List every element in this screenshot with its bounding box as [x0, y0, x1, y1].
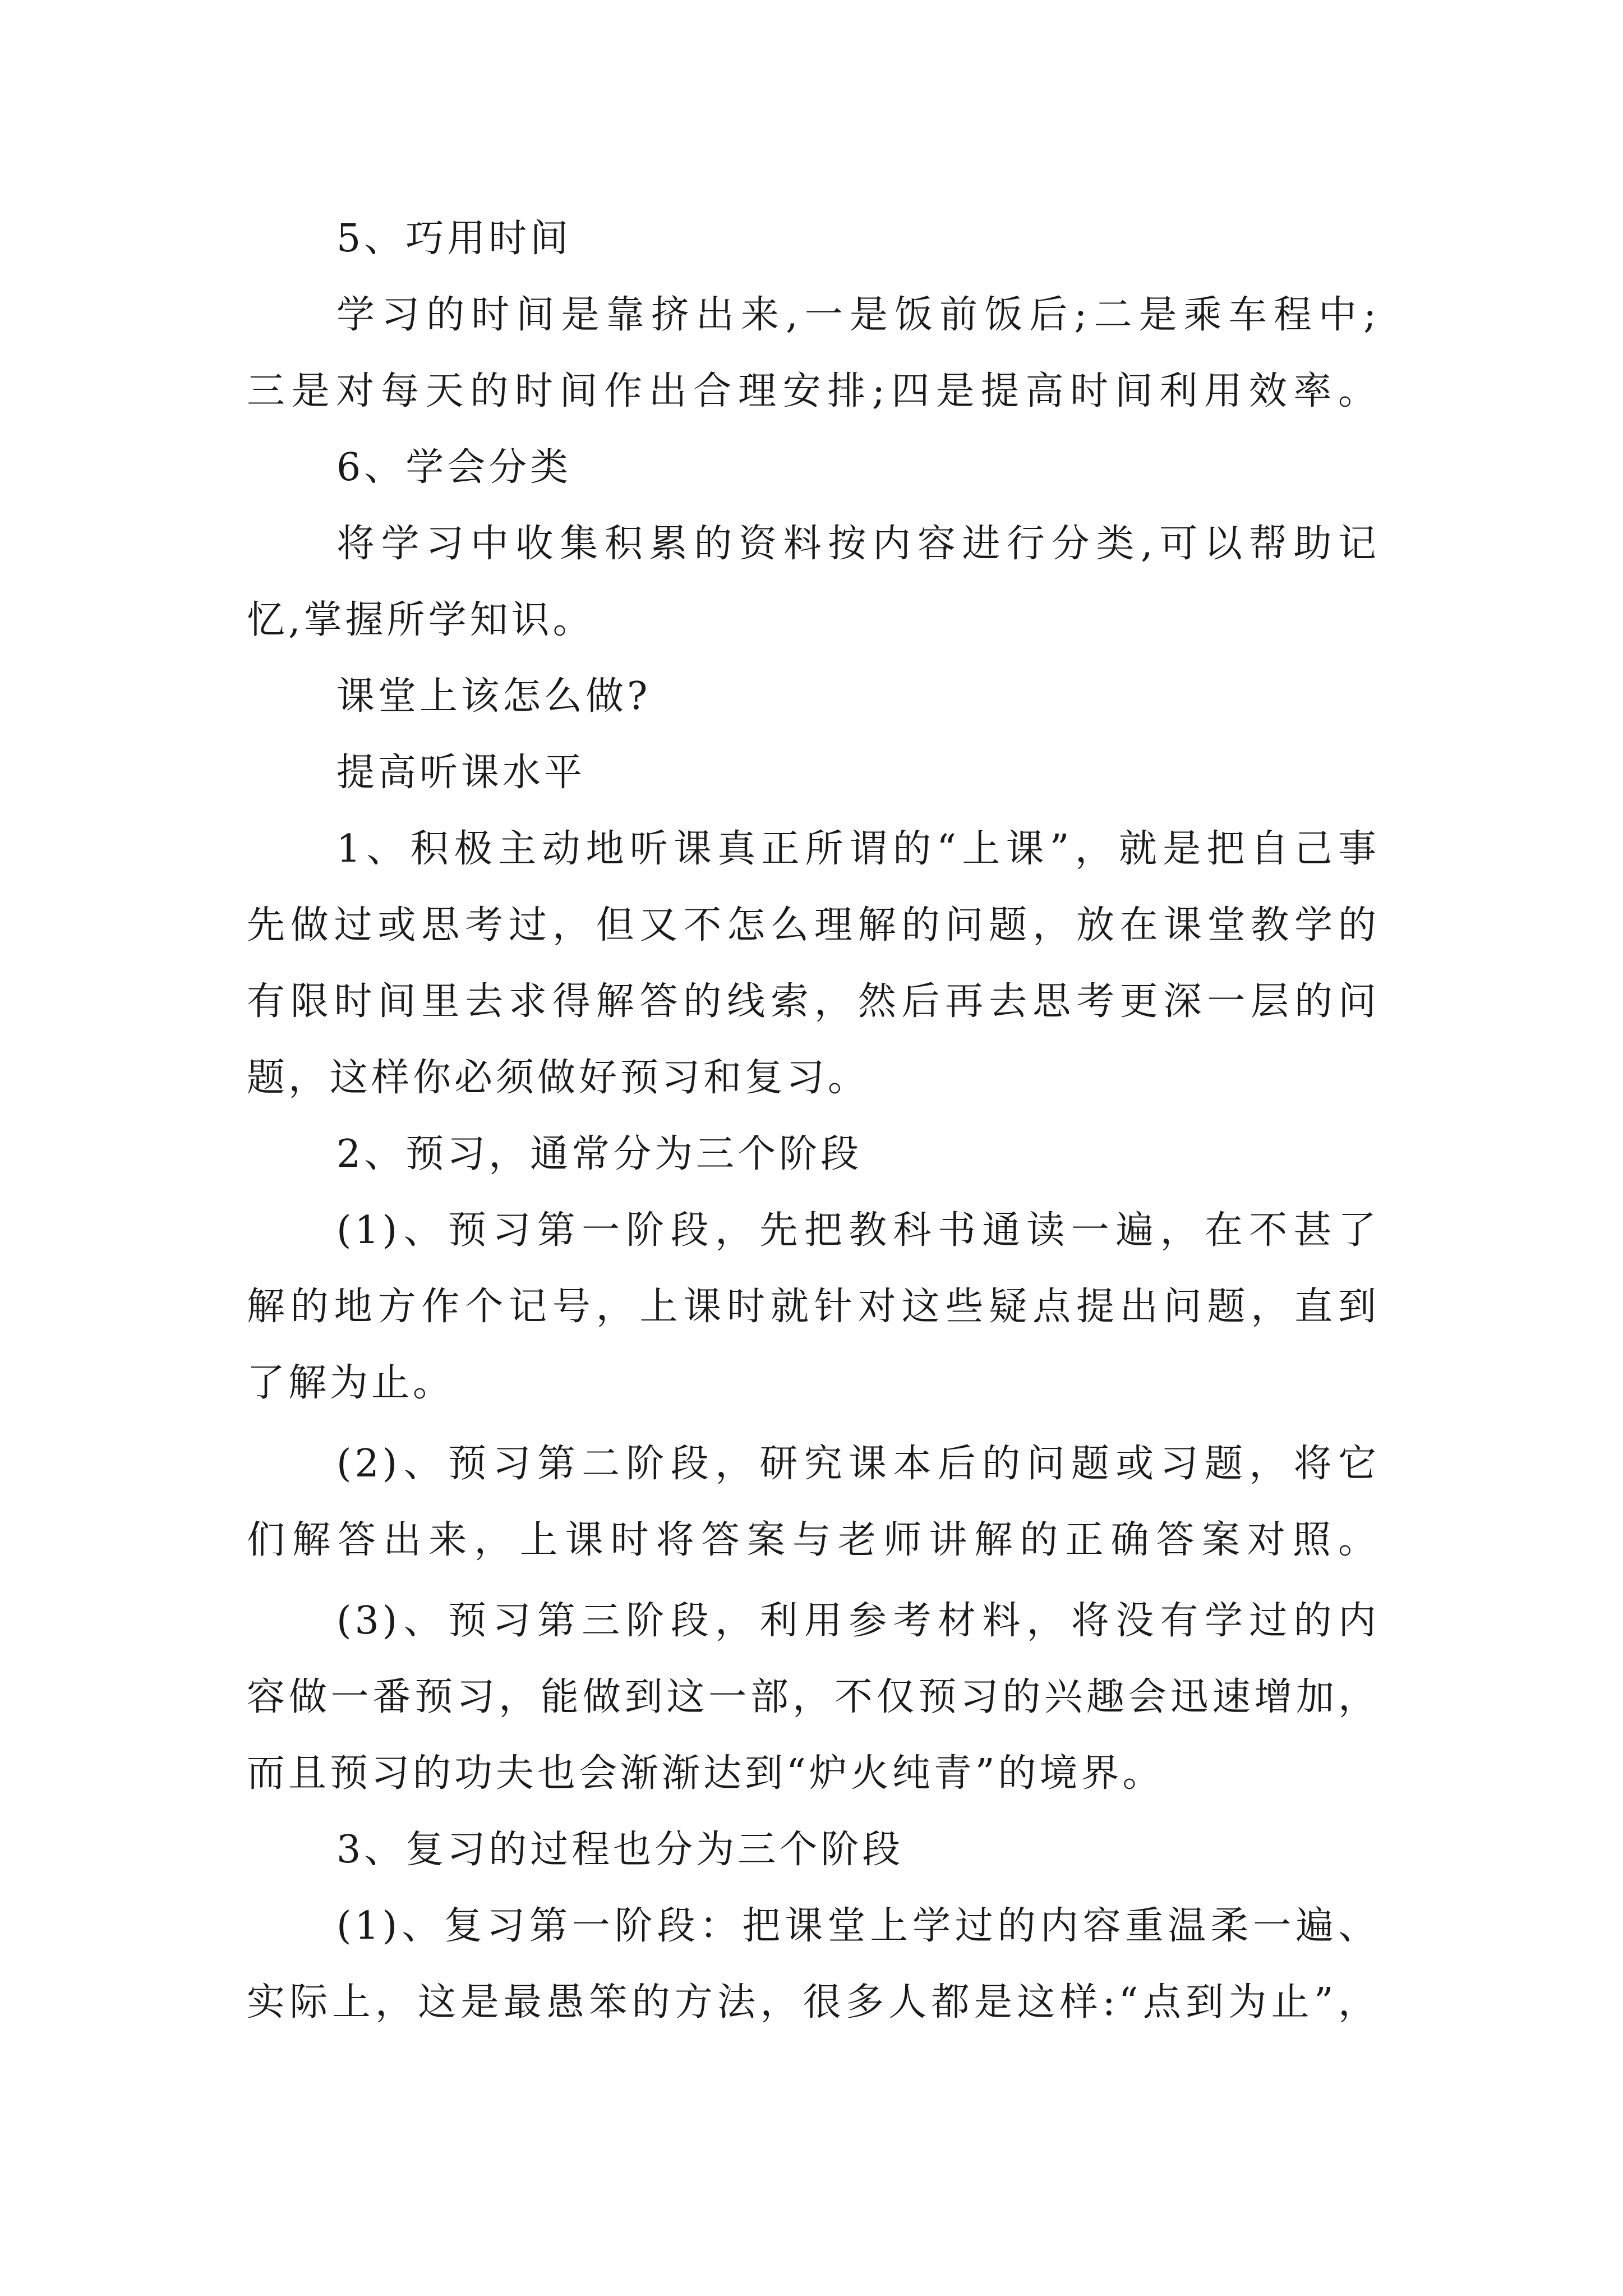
paragraph-line-5: 1、积极主动地听课真正所谓的“上课”，就是把自己事	[336, 827, 1380, 871]
paragraph-line-11: 了解为止。	[247, 1361, 455, 1405]
paragraph-line-7: 有限时间里去求得解答的线索，然后再去思考更深一层的问	[247, 979, 1380, 1024]
heading-line-1: 5、巧用时间	[336, 217, 572, 261]
paragraph-line-4: 忆,掌握所学知识。	[247, 598, 594, 642]
heading-line-6: 3、复习的过程也分为三个阶段	[336, 1828, 904, 1872]
paragraph-line-16: 而且预习的功夫也会渐渐达到“炉火纯青”的境界。	[247, 1751, 1164, 1796]
paragraph-line-3: 将学习中收集积累的资料按内容进行分类,可以帮助记	[336, 522, 1380, 566]
heading-line-3: 课堂上该怎么做?	[336, 674, 651, 719]
heading-line-2: 6、学会分类	[336, 445, 572, 490]
paragraph-line-10: 解的地方作个记号，上课时就针对这些疑点提出问题，直到	[247, 1285, 1380, 1329]
paragraph-line-1: 学习的时间是靠挤出来,一是饭前饭后;二是乘车程中;	[336, 293, 1380, 337]
paragraph-line-8: 题，这样你必须做好预习和复习。	[247, 1056, 870, 1100]
paragraph-line-6: 先做过或思考过，但又不怎么理解的问题，放在课堂教学的	[247, 903, 1380, 947]
heading-line-4: 提高听课水平	[336, 751, 586, 795]
paragraph-line-12: (2)、预习第二阶段，研究课本后的问题或习题，将它	[336, 1442, 1380, 1486]
paragraph-line-14: (3)、预习第三阶段，利用参考材料，将没有学过的内	[336, 1599, 1380, 1643]
paragraph-line-18: 实际上，这是最愚笨的方法，很多人都是这样:“点到为止”，	[247, 1980, 1380, 2024]
heading-line-5: 2、预习，通常分为三个阶段	[336, 1132, 863, 1176]
paragraph-line-13: 们解答出来，上课时将答案与老师讲解的正确答案对照。	[247, 1518, 1380, 1562]
paragraph-line-2: 三是对每天的时间作出合理安排;四是提高时间利用效率。	[247, 369, 1380, 413]
paragraph-line-17: (1)、复习第一阶段：把课堂上学过的内容重温柔一遍、	[336, 1904, 1380, 1948]
paragraph-line-15: 容做一番预习，能做到这一部，不仅预习的兴趣会迅速增加，	[247, 1675, 1380, 1719]
paragraph-line-9: (1)、预习第一阶段，先把教科书通读一遍，在不甚了	[336, 1208, 1380, 1253]
